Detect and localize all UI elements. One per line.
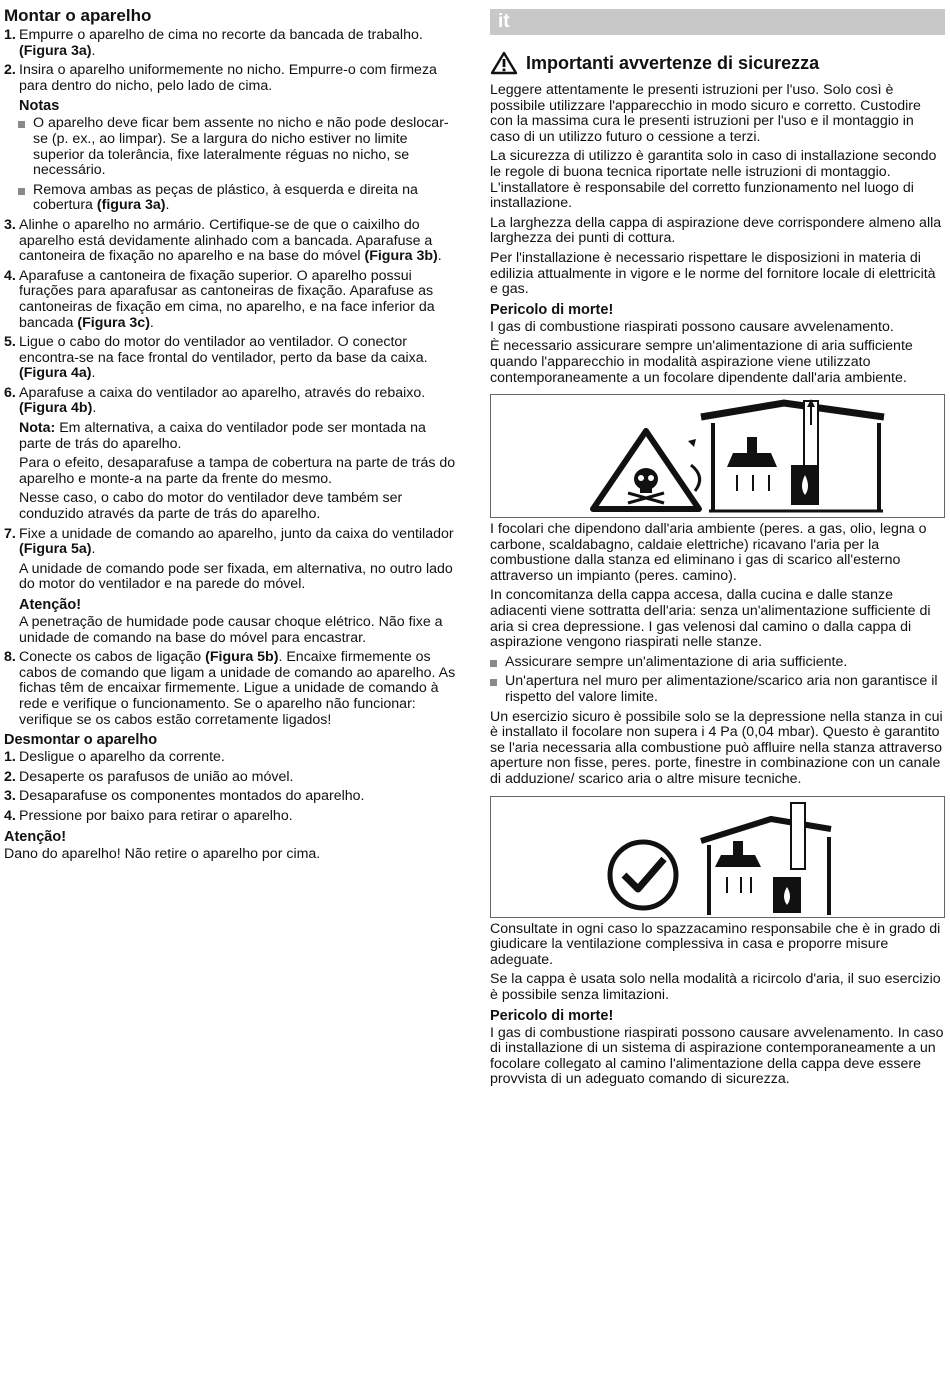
list-item [4,527,462,558]
step-end: . [149,314,154,331]
figure-ref: (Figura 5b) [205,649,279,666]
paragraph: Dano do aparelho! Não retire o aparelho por cima. [4,845,321,862]
paragraph: La sicurezza di utilizzo è garantita solo in caso di installazione secondo le regole di buona tecnica riportate nelle istruzioni di montaggio. L'installatore è responsabile del corretto funzionamento nel luogo di installazione. [490,148,937,212]
step-number: 4. [4,267,16,284]
bullet-square-icon [490,660,497,667]
attention-heading: Atenção! [19,597,82,613]
figure-ref: (Figura 4b) [19,400,93,417]
section-title-montar: Montar o aparelho [4,6,152,25]
bullet-square-icon [18,188,25,195]
notes-heading: Notas [19,98,60,115]
danger-heading: Pericolo di morte! [490,1007,614,1024]
step-number: 1. [4,27,16,43]
step-end: . [437,248,442,265]
paragraph: A unidade de comando pode ser fixada, em alternativa, no outro lado do motor do ventilador e na parede do móvel. [19,560,453,593]
list-item [4,650,462,728]
step-number: 2. [4,62,16,79]
figure-ref: (Figura 3a) [19,42,92,59]
list-item [4,63,462,94]
paragraph: I gas di combustione riaspirati possono causare avvelenamento. [490,318,894,335]
step-number: 7. [4,525,16,542]
bullet-item [490,655,945,671]
safety-heading [490,51,945,75]
paragraph: È necessario assicurare sempre un'alimentazione di aria sufficiente quando l'apparecchio in modalità aspirazione viene utilizzato contemporaneamente a un focolare dipendente dall'aria ambiente. [490,338,913,386]
paragraph: I focolari che dipendono dall'aria ambiente (peres. a gas, olio, legna o carbone, scaldabagno, caldaie elettriche) ricavano l'aria per la combustione dalla stanza ed eliminano i gas di scarico all'esterno attraverso un impianto (peres. camino). [490,521,927,584]
list-item [4,386,462,417]
figure-ref: (Figura 5a) [19,541,92,558]
step-text: Desligue o aparelho da corrente. [19,749,225,766]
step-number: 3. [4,788,16,805]
safe-illustration-drawing [491,797,944,917]
step-number: 2. [4,768,16,785]
paragraph: Nesse caso, o cabo do motor do ventilador deve também ser conduzido através da parte de trás do aparelho. [19,490,403,523]
step-end: . [91,541,96,558]
paragraph: I gas di combustione riaspirati possono causare avvelenamento. In caso di installazione di un sistema di aspirazione contemporaneamente a un focolare collegato al camino l'alimentazione della cappa deve essere provvista di un adeguato comando di sicurezza. [490,1024,944,1088]
step-text: Pressione por baixo para retirar o aparelho. [19,807,293,824]
step-text: Desaperte os parafusos de união ao móvel. [19,768,294,785]
danger-illustration-drawing [491,395,944,517]
step-text: Desaparafuse os componentes montados do aparelho. [19,788,365,805]
step-end: . [92,400,97,417]
note-label: Nota: [19,420,56,437]
bullet-item [490,674,945,705]
left-column [4,0,462,866]
paragraph: Per l'installazione è necessario rispettare le disposizioni in materia di edilizia attualmente in vigore e le norme del fornitore locale di elettricità e gas. [490,249,936,298]
bullet-square-icon [490,679,497,686]
bullet-square-icon [18,121,25,128]
step-text: Fixe a unidade de comando ao aparelho, junto da caixa do ventilador [19,525,454,542]
step-text: Insira o aparelho uniformemente no nicho. Empurre-o com firmeza para dentro do nicho, pelo lado de cima. [19,62,437,94]
step-number: 8. [4,649,16,666]
step-number: 4. [4,807,16,824]
note-text: Em alternativa, a caixa do ventilador pode ser montada na parte de trás do aparelho. [19,420,426,452]
list-item [4,750,462,766]
step-text: Aparafuse a caixa do ventilador ao aparelho, através do rebaixo. [19,384,426,401]
step-number: 3. [4,216,16,233]
danger-heading: Pericolo di morte! [490,301,614,318]
paragraph: La larghezza della cappa di aspirazione deve corrispondere almeno alla larghezza dei punti di cottura. [490,214,942,247]
step-text: Ligue o cabo do motor do ventilador ao ventilador. O conector encontra-se na face frontal do ventilador, perto da base da caixa. [19,334,428,366]
skull-warning-icon [593,431,699,509]
attention-heading: Atenção! [4,828,67,845]
note-item [4,116,462,178]
paragraph: Se la cappa è usata solo nella modalità a ricircolo d'aria, il suo esercizio è possibile senza limitazioni. [490,971,941,1003]
figure-ref: (Figura 3b) [364,248,438,265]
note-item [4,183,462,214]
bullet-text: Un'apertura nel muro per alimentazione/scarico aria non garantisce il rispetto del valore limite. [505,673,938,706]
paragraph: Consultate in ogni caso lo spazzacamino responsabile che è in grado di giudicare la ventilazione complessiva in casa e proporre misure adeguate. [490,920,941,968]
step-text: Aparafuse a cantoneira de fixação superior. O aparelho possui furações para aparafusar as cantoneiras de fixação. Aparafuse as cantoneiras de fixação em cima, no aparelho, e na face inferior da bancada [19,267,435,331]
list-item [4,789,462,805]
list-item [4,809,462,825]
step-text: Conecte os cabos de ligação [19,649,206,666]
paragraph: Leggere attentamente le presenti istruzioni per l'uso. Solo così è possibile utilizzare l'apparecchio in modo sicuro e corretto. Custodire con la massima cura le presenti istruzioni per l'uso e il montaggio in caso di un utilizzo futuro o cessione a terzi. [490,82,921,145]
note-paragraph [4,421,462,452]
step-end: . Encaixe firmemente os cabos de comando que ligam a unidade de comando ao aparelho. As fichas têm de encaixar firmemente. Ligue a unidade de comando à rede e verifique o funcionamento. Se o aparelho não funcionar: verifique se os cabos estão corretamente ligados! [19,649,456,728]
step-number: 6. [4,384,16,401]
list-item [4,335,462,382]
list-item [4,770,462,786]
paragraph: Para o efeito, desaparafuse a tampa de cobertura na parte de trás do aparelho e monte-a na parte da frente do mesmo. [19,455,456,487]
safety-title: Importanti avvertenze di sicurezza [526,53,820,73]
paragraph: In concomitanza della cappa accesa, dalla cucina e dalle stanze adiacenti viene sottratta dell'aria: senza un'alimentazione sufficiente di aria si crea depressione. I gas velenosi dal camino o dalla cappa di aspirazione vengono riaspirati nelle stanze. [490,587,931,651]
note-end: . [165,197,170,214]
list-item [4,218,462,265]
note-text: O aparelho deve ficar bem assente no nicho e não pode deslocar-se (p. ex., ao limpar). Se a largura do nicho estiver no limite superior da tolerância, fixe lateralmente réguas no nicho, se necessário. [33,115,449,179]
note-text: Remova ambas as peças de plástico, à esquerda e direita na cobertura [33,181,418,214]
figure-ref: (Figura 4a) [19,365,92,382]
step-text: Alinhe o aparelho no armário. Certifique-se de que o caixilho do aparelho está devidamente alinhado com a bancada. Aparafuse a cantoneira de fixação no aparelho e na base do móvel [19,216,433,265]
step-end: . [91,365,96,382]
warning-triangle-icon [490,51,518,75]
step-text: Empurre o aparelho de cima no recorte da bancada de trabalho. [19,27,423,43]
paragraph: Un esercizio sicuro è possibile solo se la depressione nella stanza in cui è installato il focolare non supera i 4 Pa (0,04 mbar). Questo è garantito se l'aria necessaria alla combustione può affluire nella stanza attraverso aperture non fisse, peres. porte, finestre in combinazione con un canale di adduzione/ scarico aria o altre misure tecniche. [490,708,943,787]
right-column [490,0,945,1092]
paragraph: A penetração de humidade pode causar choque elétrico. Não fixe a unidade de comando na base do móvel para encastrar. [19,614,443,646]
danger-illustration [490,394,945,518]
figure-ref: (Figura 3c) [77,314,150,331]
step-end: . [91,42,96,59]
checkmark-circle-icon [610,842,676,908]
safe-illustration [490,796,945,918]
list-item [4,28,462,59]
language-bar: it [490,9,945,35]
step-number: 1. [4,749,16,766]
figure-ref: (figura 3a) [96,197,166,214]
list-item [4,269,462,331]
bullet-text: Assicurare sempre un'alimentazione di aria sufficiente. [505,653,848,670]
section-title-desmontar: Desmontar o aparelho [4,732,158,749]
step-number: 5. [4,334,16,351]
